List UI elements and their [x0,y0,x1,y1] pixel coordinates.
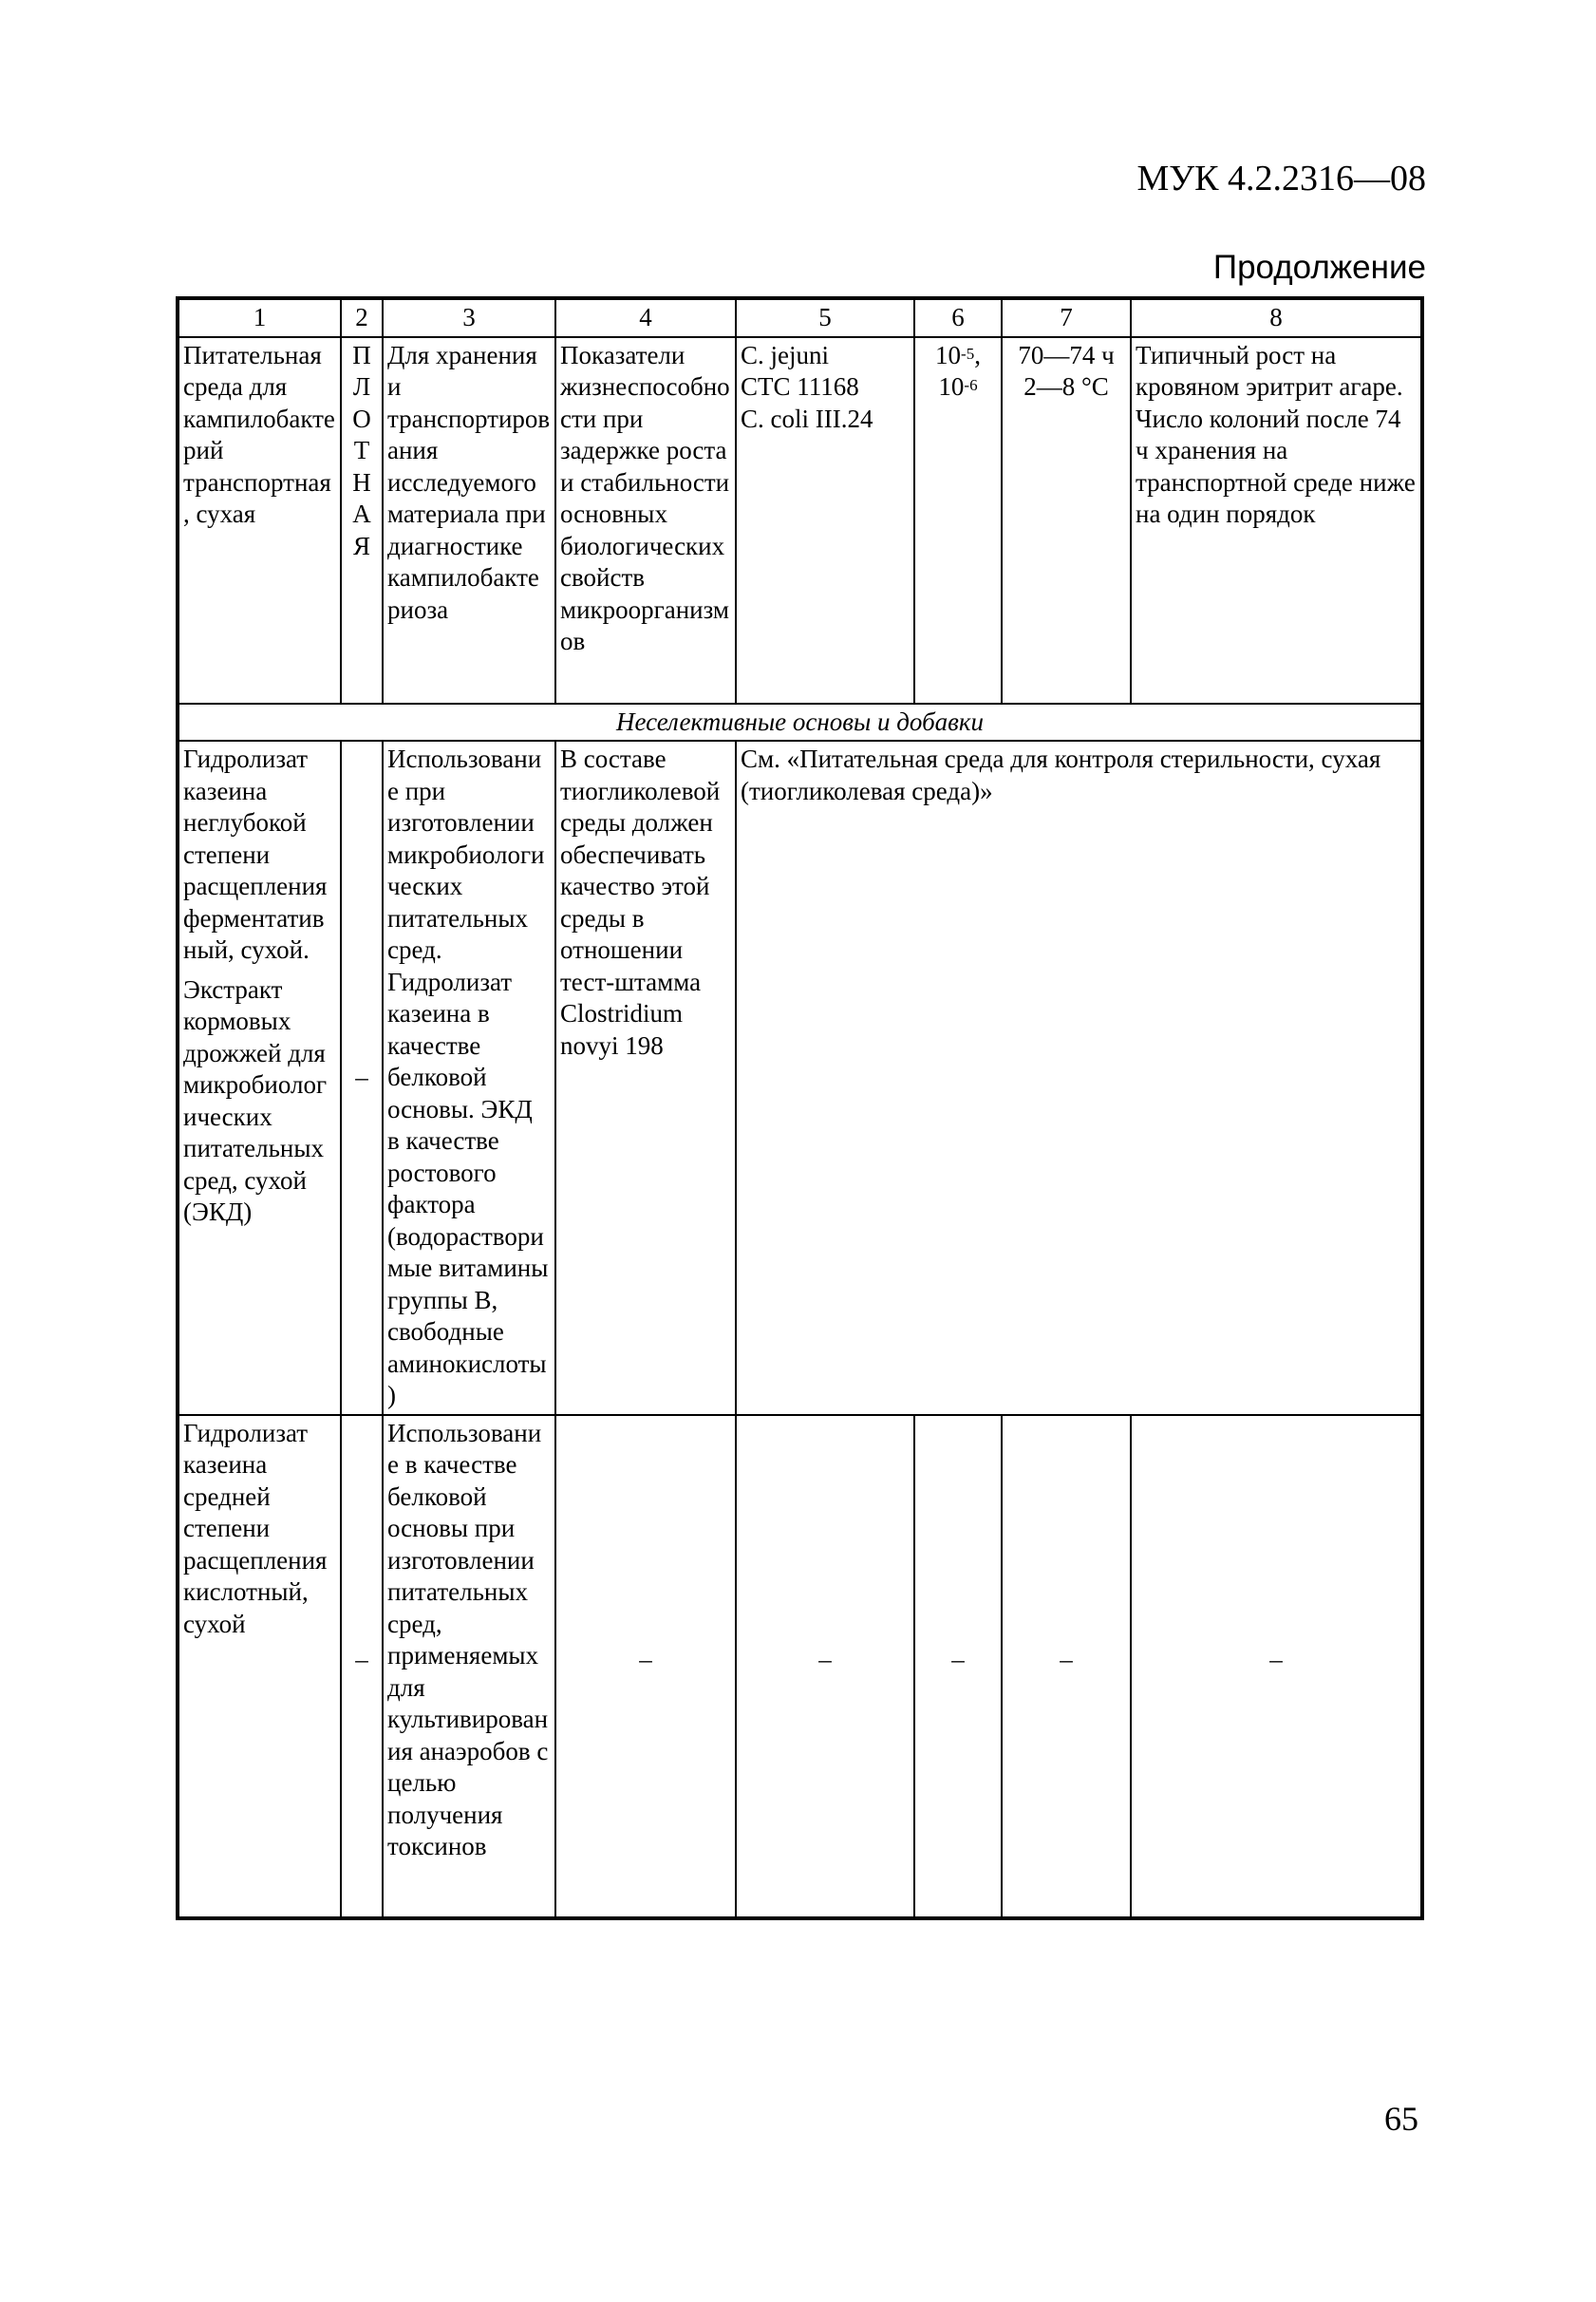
strain: C. jejuni [741,340,829,369]
media-table [176,296,1424,1920]
strain: CTC 11168 [741,372,859,401]
form-letter: О [352,404,371,433]
medium-name-part: Гидролизат казеина неглубокой степени расщепления ферментативный, сухой. [183,745,328,964]
medium-form [341,337,383,704]
test-strains [736,1415,914,1918]
column-number: 5 [736,298,914,337]
form-letter: А [352,500,371,528]
document-code: МУК 4.2.2316—08 [1136,159,1426,198]
column-number: 8 [1131,298,1422,337]
medium-name-part: Экстракт кормовых дрожжей для микробиологических питательных сред, сухой (ЭКД) [183,974,328,1226]
quality-indicators: В составе тиогликолевой среды должен обеспечивать качество этой среды в отношении тест-штамма Clostridium novyi 198 [555,741,736,1415]
column-number: 3 [383,298,555,337]
medium-form: – [341,741,383,1415]
reference-note: См. «Питательная среда для контроля стерильности, сухая (тиогликолевая среда)» [736,741,1422,1415]
incubation-time: 70—74 ч [1018,340,1115,369]
dilution-base: 10 [935,340,962,369]
column-number-row [178,298,1422,337]
medium-purpose: Использование в качестве белковой основы при изготовлении питательных сред, применяемых для культивирования анаэробов с целью получения токсинов [383,1415,555,1918]
continuation-label: Продолжение [1212,249,1426,286]
dilution [914,1415,1002,1918]
quality-indicators: Показатели жизнеспособности при задержке роста и стабильности основных биологических свойств микроорганизмов [555,337,736,704]
test-strains [736,337,914,704]
medium-purpose: Для хранения и транспортирования исследуемого материала при диагностике кампилобактериоза [383,337,555,704]
column-number: 1 [178,298,341,337]
dash-value: – [1060,1644,1073,1673]
column-number: 2 [341,298,383,337]
dilution: $10^{-5}$, $10^{-6}$ [914,337,1002,704]
dilution-exponent: -6 [964,376,978,394]
dash-value: – [818,1644,832,1673]
column-number: 6 [914,298,1002,337]
form-letter: Я [352,531,370,560]
table-row [178,337,1422,704]
dilution-base: 10 [938,372,965,401]
quality-indicators [555,1415,736,1918]
medium-name: Гидролизат казеина средней степени расщепления кислотный, сухой [178,1415,341,1918]
strain: C. coli III.24 [741,404,873,433]
medium-name: Питательная среда для кампилобактерий транспортная, сухая [178,337,341,704]
table-row [178,1415,1422,1918]
medium-name [178,741,341,1415]
incubation [1002,337,1131,704]
incubation-temperature: 2—8 °С [1023,372,1109,401]
expected-result: Типичный рост на кровяном эритрит агаре. Число колоний после 74 ч хранения на транспортной среде ниже на один порядок [1131,337,1422,704]
form-letter: Н [352,467,371,497]
form-letter: П [352,340,371,369]
expected-result [1131,1415,1422,1918]
dash-value: – [1269,1644,1283,1673]
form-letter: Л [352,372,371,401]
column-number: 4 [555,298,736,337]
form-letter: Т [353,436,370,464]
medium-form [341,1415,383,1918]
medium-purpose: Использование при изготовлении микробиологических питательных сред. Гидролизат казеина в качестве белковой основы. ЭКД в качестве ростового фактора (водорастворимые витамины группы B, свободные аминокислоты) [383,741,555,1415]
dash-value: – [639,1644,652,1673]
column-number: 7 [1002,298,1131,337]
incubation [1002,1415,1131,1918]
section-title: Неселективные основы и добавки [178,704,1422,742]
dilution-exponent: -5 [961,344,975,363]
dash-value: – [951,1644,965,1673]
section-row [178,704,1422,742]
page-number: 65 [1384,2100,1418,2138]
table-row [178,741,1422,1415]
dash-value: – [355,1644,368,1673]
